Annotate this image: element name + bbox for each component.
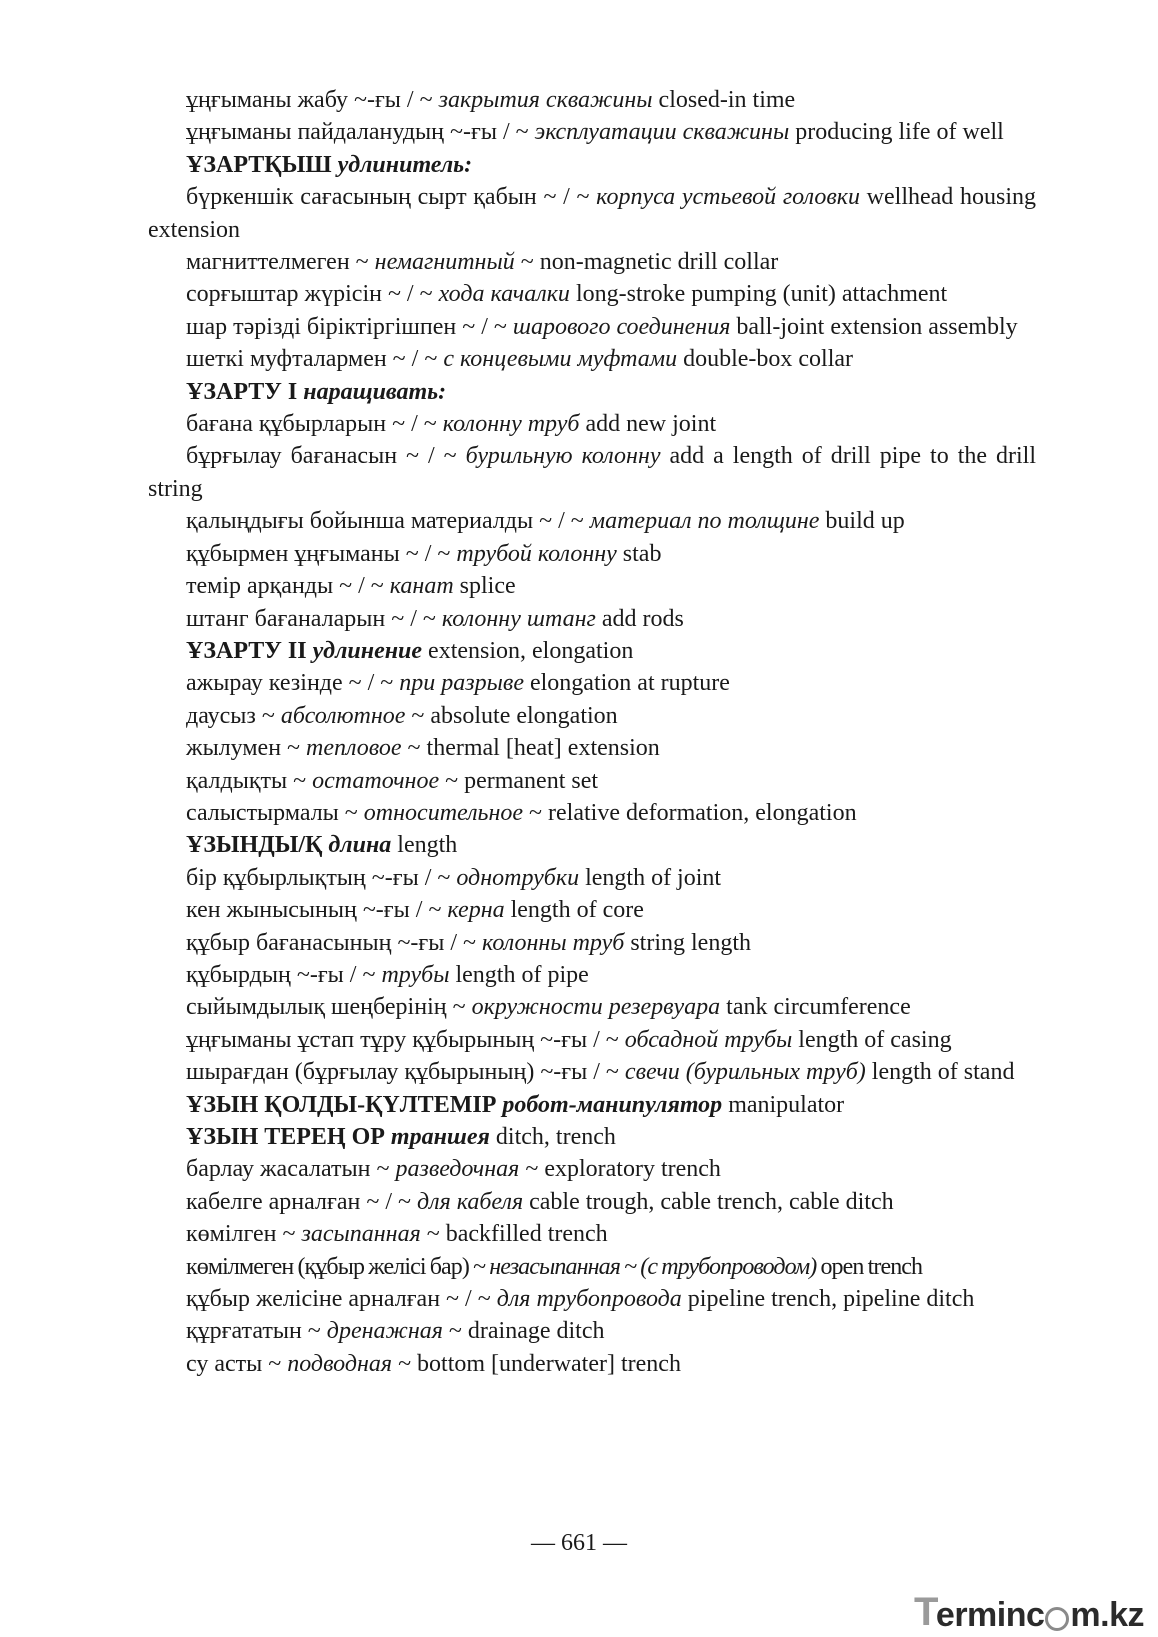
entry-text: құбырдың ~-ғы / ~ bbox=[186, 961, 382, 988]
russian-term: однотрубки bbox=[456, 864, 580, 891]
entry-text: length bbox=[391, 832, 458, 859]
russian-term: хода качалки bbox=[438, 281, 570, 308]
entry-text: бүркеншік сағасының сырт қабын ~ / ~ bbox=[186, 184, 597, 211]
entry-text: жылумен ~ bbox=[186, 735, 307, 762]
sub-entry bbox=[148, 991, 1036, 1023]
sub-entry bbox=[148, 765, 1036, 797]
entry-text: ажырау кезінде ~ / ~ bbox=[186, 670, 400, 697]
entry-text: ~ bottom [underwater] trench bbox=[392, 1350, 681, 1377]
entry-text: elongation at rupture bbox=[523, 670, 730, 697]
sub-entry bbox=[148, 603, 1036, 635]
russian-term: колонну штанг bbox=[441, 605, 596, 632]
entry-text: көмілмеген (құбыр желісі бар) ~ bbox=[186, 1253, 490, 1280]
headword-entry bbox=[148, 829, 1036, 861]
entry-text: string length bbox=[624, 929, 751, 956]
entry-text: бағана құбырларын ~ / ~ bbox=[186, 411, 443, 438]
entry-text: add new joint bbox=[579, 411, 717, 438]
entry-text: length of core bbox=[504, 897, 644, 924]
entry-text: бұрғылау бағанасын ~ / ~ bbox=[186, 443, 466, 470]
entry-text: шеткі муфталармен ~ / ~ bbox=[186, 346, 444, 373]
headword-entry bbox=[148, 635, 1036, 667]
entry-text: add a length of drill pipe to the drill string bbox=[148, 443, 1036, 502]
russian-term: остаточное bbox=[312, 767, 440, 794]
russian-term: материал по толщине bbox=[589, 508, 820, 535]
russian-term: обсадной трубы bbox=[624, 1026, 793, 1053]
entry-text: length of casing bbox=[792, 1026, 952, 1053]
russian-term: засыпанная bbox=[301, 1221, 421, 1248]
russian-term: свечи (бурильных труб) bbox=[624, 1059, 866, 1086]
sub-entry bbox=[148, 505, 1036, 537]
sub-entry bbox=[148, 1348, 1036, 1380]
entry-text: open trench bbox=[816, 1253, 923, 1280]
sub-entry bbox=[148, 1218, 1036, 1250]
entry-text: tank circumference bbox=[720, 994, 911, 1021]
headword-term: ҰЗЫН ҚОЛДЫ-ҚҮЛТЕМІР bbox=[186, 1091, 503, 1118]
entry-text: сыйымдылық шеңберінің ~ bbox=[186, 994, 472, 1021]
entry-text: producing life of well bbox=[789, 119, 1004, 146]
entry-text: ұңғыманы жабу ~-ғы / ~ bbox=[186, 87, 439, 113]
russian-term: тепловое bbox=[306, 735, 402, 762]
russian-term: шарового соединения bbox=[512, 313, 731, 340]
entry-text: ~ drainage ditch bbox=[442, 1318, 605, 1345]
entry-text: ~ permanent set bbox=[439, 767, 599, 794]
sub-entry bbox=[148, 1315, 1036, 1347]
russian-term: колонну труб bbox=[442, 411, 580, 438]
sub-entry bbox=[148, 1251, 1036, 1283]
headword-entry bbox=[148, 1089, 1036, 1121]
entry-text: штанг бағаналарын ~ / ~ bbox=[186, 605, 442, 632]
russian-term: дренажная bbox=[326, 1318, 443, 1345]
entry-text: құбырмен ұңғыманы ~ / ~ bbox=[186, 540, 457, 567]
sub-entry bbox=[148, 1283, 1036, 1315]
sub-entry bbox=[148, 959, 1036, 991]
russian-term: длина bbox=[328, 832, 392, 859]
russian-term: трубой колонну bbox=[456, 540, 617, 567]
entry-text: double-box collar bbox=[677, 346, 854, 373]
russian-term: для трубопровода bbox=[496, 1286, 682, 1313]
entry-text: ~ thermal [heat] extension bbox=[401, 735, 660, 762]
sub-entry bbox=[148, 732, 1036, 764]
entry-text: ~ exploratory trench bbox=[519, 1156, 721, 1183]
page-number: — 661 — bbox=[531, 1530, 627, 1556]
entries-list bbox=[148, 84, 1036, 1380]
russian-term: удлинитель: bbox=[337, 151, 473, 178]
sub-entry bbox=[148, 84, 1036, 116]
russian-term: канат bbox=[389, 573, 454, 600]
headword-term: ҰЗАРТУ II bbox=[186, 637, 313, 664]
sub-entry bbox=[148, 797, 1036, 829]
sub-entry bbox=[148, 181, 1036, 246]
entry-text: wellhead housing extension bbox=[148, 184, 1037, 243]
entry-text: ~ relative deformation, elongation bbox=[523, 799, 857, 826]
headword-term: ҰЗЫНДЫ/Қ bbox=[186, 832, 329, 859]
entry-text: сорғыштар жүрісін ~ / ~ bbox=[186, 281, 439, 308]
entry-text: құбыр желісіне арналған ~ / ~ bbox=[186, 1286, 497, 1313]
sub-entry bbox=[148, 278, 1036, 310]
sub-entry bbox=[148, 700, 1036, 732]
entry-text: бір құбырлықтың ~-ғы / ~ bbox=[186, 864, 457, 891]
headword-term: ҰЗЫН ТЕРЕҢ ОР bbox=[186, 1124, 391, 1150]
russian-term: эксплуатации скважины bbox=[534, 119, 790, 146]
sub-entry bbox=[148, 246, 1036, 278]
russian-term: бурильную колонну bbox=[465, 443, 661, 470]
entry-text: қалыңдығы бойынша материалды ~ / ~ bbox=[186, 508, 590, 535]
headword-term: ҰЗАРТУ I bbox=[186, 378, 304, 405]
headword-entry bbox=[148, 1121, 1036, 1153]
entry-text: ұңғыманы пайдаланудың ~-ғы / ~ bbox=[186, 119, 535, 146]
entry-text: шар тәрізді біріктіргішпен ~ / ~ bbox=[186, 313, 513, 340]
entry-text: build up bbox=[819, 508, 905, 535]
entry-text: барлау жасалатын ~ bbox=[186, 1156, 396, 1183]
sub-entry bbox=[148, 440, 1036, 505]
russian-term: подводная bbox=[287, 1350, 393, 1377]
russian-term: абсолютное bbox=[280, 702, 406, 729]
entry-text: салыстырмалы ~ bbox=[186, 799, 364, 826]
sub-entry bbox=[148, 538, 1036, 570]
entry-text: ~ non-magnetic drill collar bbox=[514, 249, 779, 276]
russian-term: немагнитный bbox=[374, 249, 515, 276]
russian-term: при разрыве bbox=[399, 670, 524, 697]
entry-text: cable trough, cable trench, cable ditch bbox=[523, 1188, 894, 1215]
entry-text: кабелге арналған ~ / ~ bbox=[186, 1188, 417, 1215]
entry-text: extension, elongation bbox=[422, 637, 634, 664]
sub-entry bbox=[148, 862, 1036, 894]
entry-text: add rods bbox=[595, 605, 684, 632]
russian-term: траншея bbox=[390, 1124, 490, 1150]
sub-entry bbox=[148, 894, 1036, 926]
watermark-part-a: erminc bbox=[935, 1596, 1045, 1634]
entry-text: құбыр бағанасының ~-ғы / ~ bbox=[186, 929, 483, 956]
russian-term: незасыпанная ~ (с трубопроводом) bbox=[489, 1253, 817, 1280]
entry-text: ~ backfilled trench bbox=[420, 1221, 608, 1248]
entry-text: length of joint bbox=[579, 864, 722, 891]
headword-entry bbox=[148, 149, 1036, 181]
russian-term: керна bbox=[447, 897, 505, 924]
entry-text: ұңғыманы ұстап тұру құбырының ~-ғы / ~ bbox=[186, 1026, 625, 1053]
entry-text: length of stand bbox=[865, 1059, 1015, 1086]
entry-text: pipeline trench, pipeline ditch bbox=[681, 1286, 975, 1313]
russian-term: робот-манипулятор bbox=[502, 1091, 723, 1118]
watermark-part-b: m.kz bbox=[1070, 1596, 1144, 1634]
entry-text: көмілген ~ bbox=[186, 1221, 302, 1248]
entry-text: closed-in time bbox=[652, 87, 796, 113]
sub-entry bbox=[148, 570, 1036, 602]
sub-entry bbox=[148, 927, 1036, 959]
entry-text: stab bbox=[616, 540, 662, 567]
russian-term: колонны труб bbox=[482, 929, 625, 956]
russian-term: с концевыми муфтами bbox=[443, 346, 678, 373]
entry-text: шырағдан (бұрғылау құбырының) ~-ғы / ~ bbox=[186, 1059, 625, 1086]
watermark-t: T bbox=[913, 1590, 938, 1634]
russian-term: наращивать: bbox=[303, 378, 447, 405]
russian-term: разведочная bbox=[395, 1156, 520, 1183]
entry-text: length of pipe bbox=[449, 961, 589, 988]
russian-term: для кабеля bbox=[416, 1188, 524, 1215]
sub-entry bbox=[148, 1056, 1036, 1088]
sub-entry bbox=[148, 116, 1036, 148]
termincom-watermark bbox=[914, 1590, 1144, 1635]
sub-entry bbox=[148, 343, 1036, 375]
entry-text: су асты ~ bbox=[186, 1350, 288, 1377]
entry-text: ball-joint extension assembly bbox=[730, 313, 1018, 340]
entry-text: ~ absolute elongation bbox=[405, 702, 618, 729]
sub-entry bbox=[148, 311, 1036, 343]
entry-text: даусыз ~ bbox=[186, 702, 281, 729]
entry-text: ditch, trench bbox=[489, 1124, 616, 1150]
watermark-o-icon bbox=[1045, 1607, 1069, 1631]
entry-text: қалдықты ~ bbox=[186, 767, 313, 794]
russian-term: трубы bbox=[381, 961, 450, 988]
russian-term: окружности резервуара bbox=[471, 994, 721, 1021]
entry-text: splice bbox=[453, 573, 516, 600]
sub-entry bbox=[148, 1186, 1036, 1218]
entry-text: магниттелмеген ~ bbox=[186, 249, 375, 276]
russian-term: удлинение bbox=[312, 637, 423, 664]
headword-term: ҰЗАРТҚЫШ bbox=[186, 151, 338, 178]
sub-entry bbox=[148, 408, 1036, 440]
sub-entry bbox=[148, 1024, 1036, 1056]
sub-entry bbox=[148, 667, 1036, 699]
sub-entry bbox=[148, 1153, 1036, 1185]
entry-text: long-stroke pumping (unit) attachment bbox=[569, 281, 948, 308]
headword-entry bbox=[148, 376, 1036, 408]
entry-text: құрғататын ~ bbox=[186, 1318, 327, 1345]
russian-term: корпуса устьевой головки bbox=[596, 184, 860, 211]
russian-term: закрытия скважины bbox=[438, 87, 653, 113]
entry-text: кен жынысының ~-ғы / ~ bbox=[186, 897, 448, 924]
russian-term: относительное bbox=[363, 799, 524, 826]
entry-text: manipulator bbox=[722, 1091, 845, 1118]
entry-text: темір арқанды ~ / ~ bbox=[186, 573, 390, 600]
